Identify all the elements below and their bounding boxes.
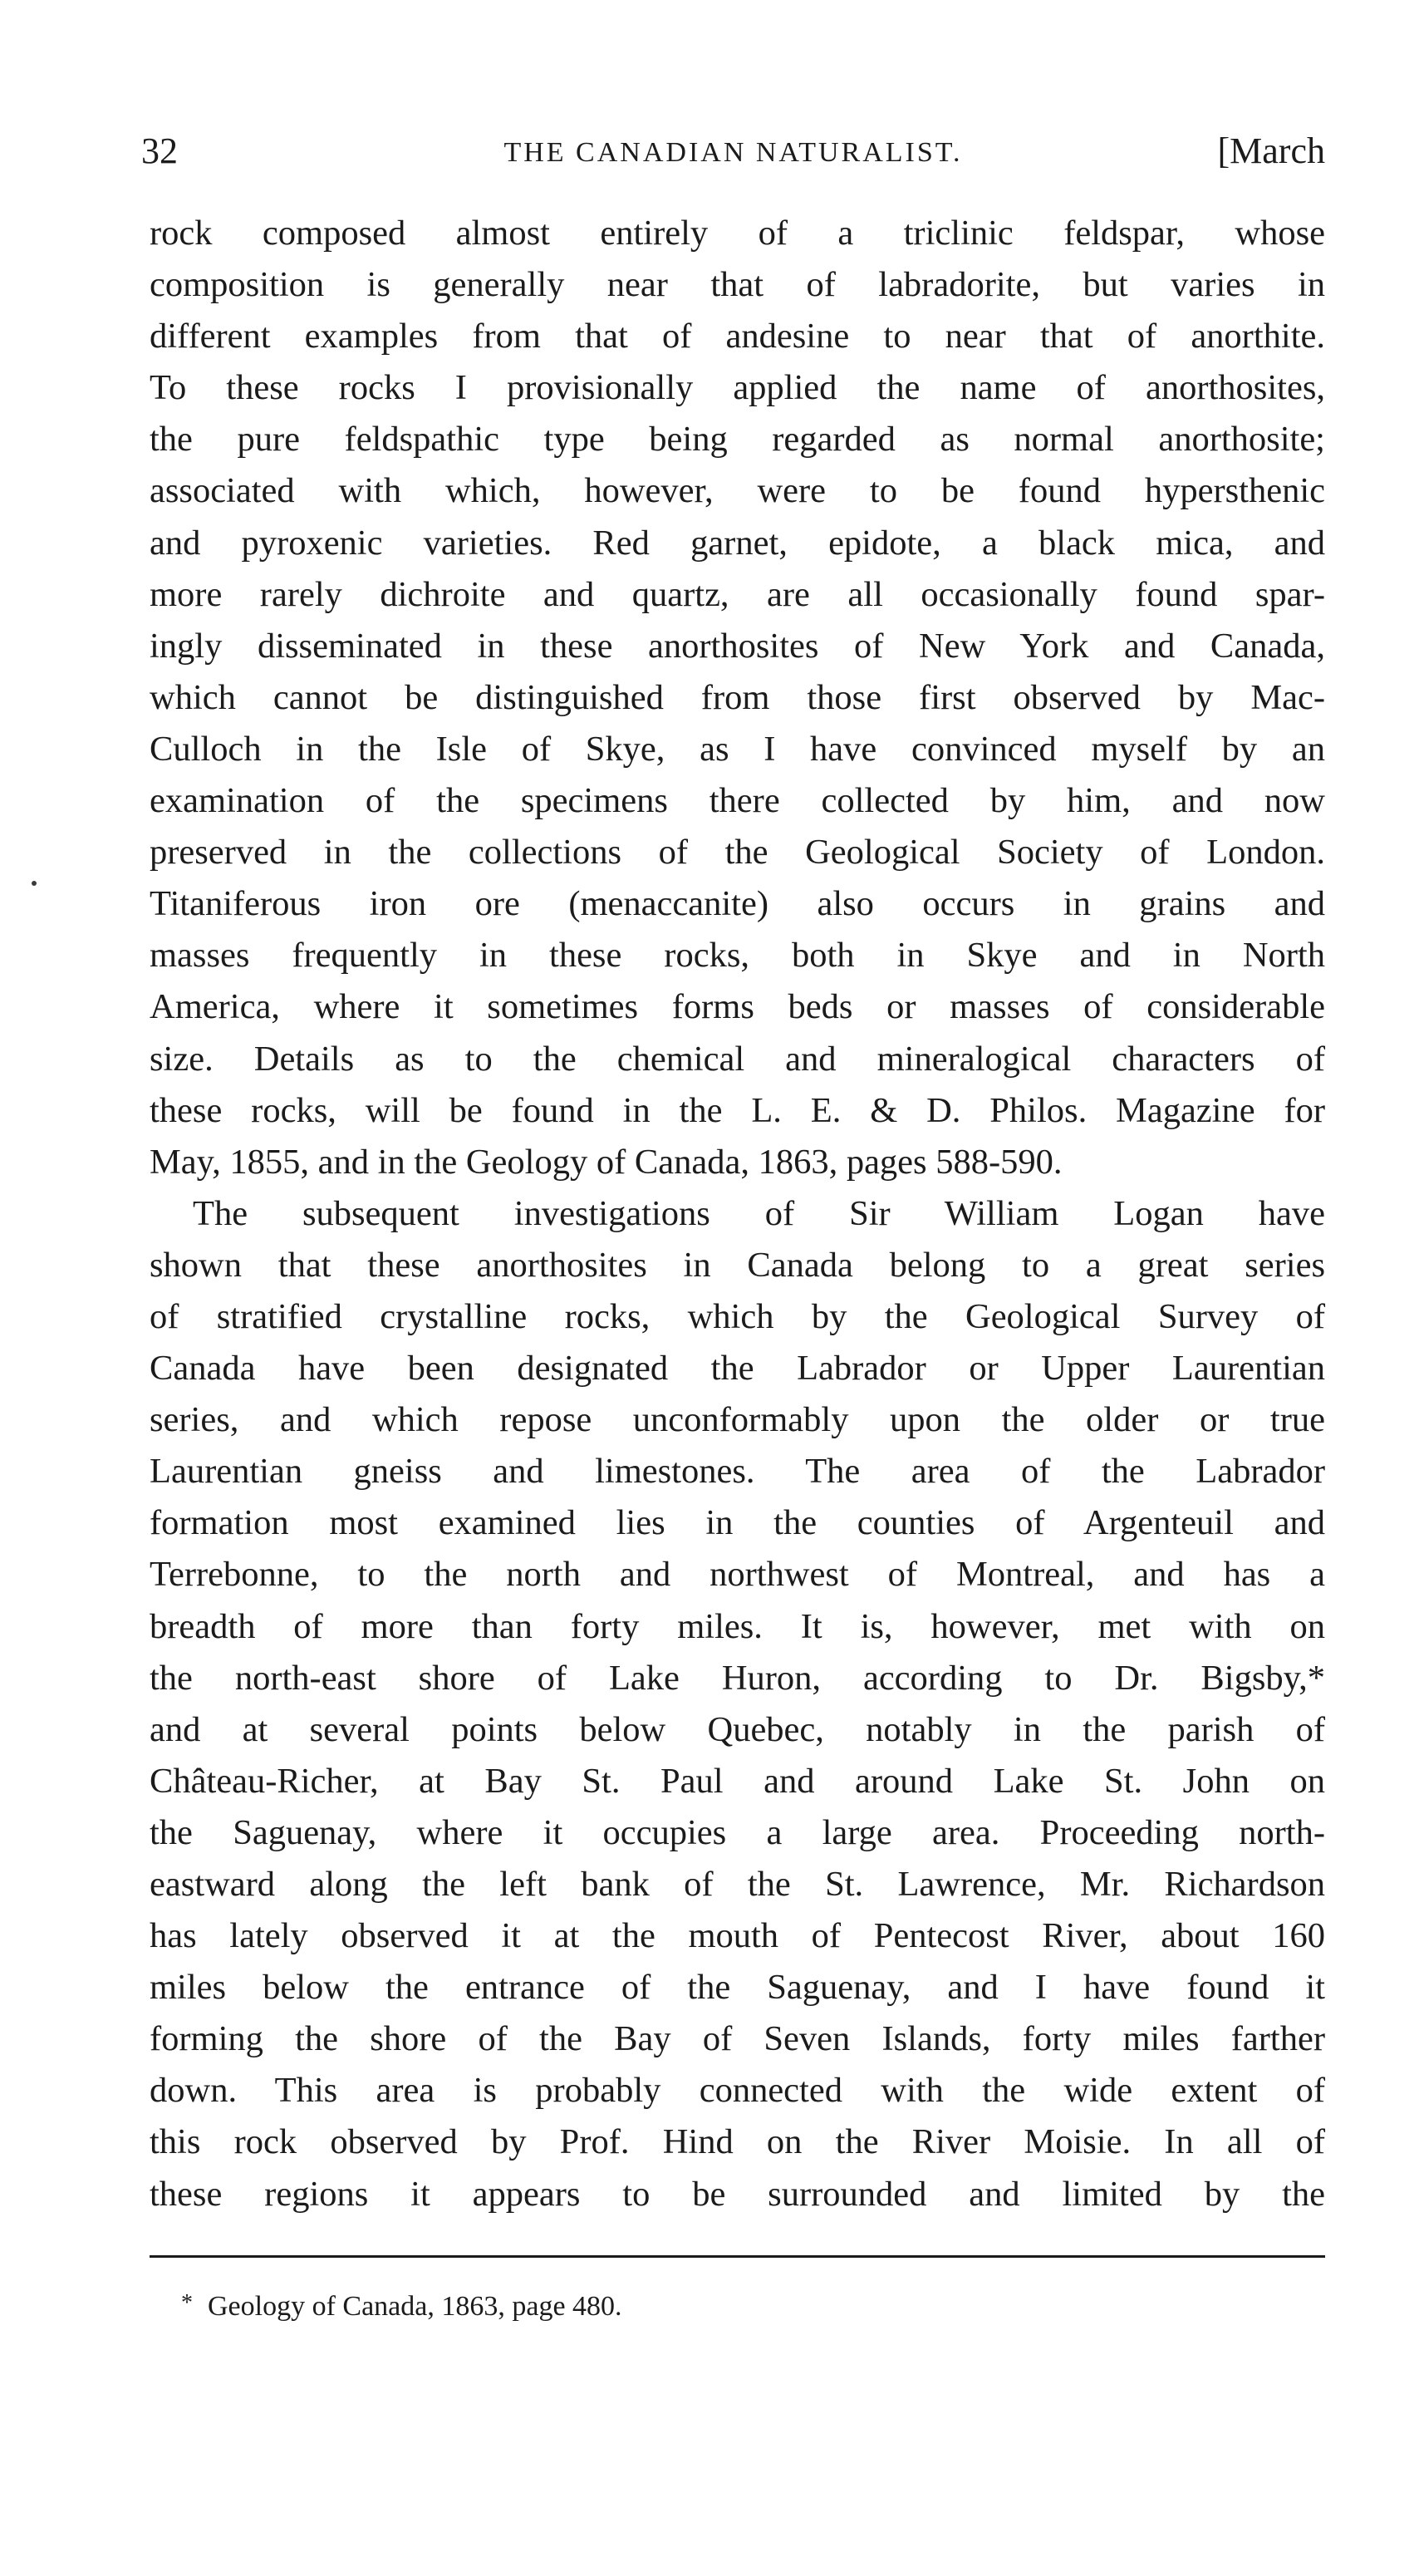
running-head	[141, 126, 1325, 184]
text-line: formation most examined lies in the counties of Argenteuil and	[150, 1503, 1325, 1543]
text-line: the pure feldspathic type being regarded as normal anorthosite;	[150, 420, 1325, 460]
text-line: Titaniferous iron ore (menaccanite) also occurs in grains and	[150, 884, 1325, 924]
text-line: which cannot be distinguished from those first observed by Mac-	[150, 677, 1325, 717]
text-line: series, and which repose unconformably upon the older or true	[150, 1400, 1325, 1440]
text-line: shown that these anorthosites in Canada belong to a great series	[150, 1245, 1325, 1285]
text-line: Laurentian gneiss and limestones. The area of the Labrador	[150, 1452, 1325, 1492]
text-line: different examples from that of andesine to near that of anorthite.	[150, 317, 1325, 356]
text-line: breadth of more than forty miles. It is, however, met with on	[150, 1606, 1325, 1646]
issue-month: [March	[1217, 130, 1325, 171]
text-line: May, 1855, and in the Geology of Canada, 1863, pages 588-590.	[150, 1142, 1063, 1182]
text-line: miles below the entrance of the Saguenay, and I have found it	[150, 1968, 1325, 2008]
text-line: size. Details as to the chemical and mineralogical characters of	[150, 1039, 1325, 1079]
text-line: these rocks, will be found in the L. E. & D. Philos. Magazine for	[150, 1090, 1325, 1130]
text-line: composition is generally near that of labradorite, but varies in	[150, 265, 1325, 305]
text-line: Terrebonne, to the north and northwest of Montreal, and has a	[150, 1555, 1325, 1595]
text-line: masses frequently in these rocks, both in Skye and in North	[150, 936, 1325, 976]
text-line: America, where it sometimes forms beds or masses of considerable	[150, 987, 1325, 1027]
text-line: of stratified crystalline rocks, which by the Geological Survey of	[150, 1296, 1325, 1336]
text-line: has lately observed it at the mouth of Pentecost River, about 160	[150, 1916, 1325, 1956]
text-line: forming the shore of the Bay of Seven Islands, forty miles farther	[150, 2019, 1325, 2059]
text-line: ingly disseminated in these anorthosites of New York and Canada,	[150, 626, 1325, 666]
text-line: and at several points below Quebec, notably in the parish of	[150, 1709, 1325, 1749]
text-line: these regions it appears to be surrounded and limited by the	[150, 2174, 1325, 2214]
text-line: this rock observed by Prof. Hind on the River Moisie. In all of	[150, 2122, 1325, 2162]
text-line: the north-east shore of Lake Huron, according to Dr. Bigsby,*	[150, 1658, 1325, 1698]
footnote-rule	[150, 2255, 1325, 2258]
text-line: rock composed almost entirely of a triclinic feldspar, whose	[150, 214, 1325, 253]
text-line: Château-Richer, at Bay St. Paul and around Lake St. John on	[150, 1761, 1325, 1801]
text-line: down. This area is probably connected with the wide extent of	[150, 2071, 1325, 2111]
margin-speck	[32, 881, 37, 886]
text-line: more rarely dichroite and quartz, are all occasionally found spar-	[150, 574, 1325, 614]
text-line: preserved in the collections of the Geological Society of London.	[150, 833, 1325, 873]
footnote-text: Geology of Canada, 1863, page 480.	[208, 2291, 622, 2322]
text-line: the Saguenay, where it occupies a large area. Proceeding north-	[150, 1812, 1325, 1852]
page-number: 32	[141, 130, 178, 171]
footnote-mark: *	[181, 2290, 193, 2316]
text-line: The subsequent investigations of Sir William Logan have	[193, 1193, 1325, 1233]
text-line: associated with which, however, were to be found hypersthenic	[150, 471, 1325, 511]
text-line: examination of the specimens there collected by him, and now	[150, 781, 1325, 821]
text-line: and pyroxenic varieties. Red garnet, epidote, a black mica, and	[150, 523, 1325, 563]
footnote	[181, 2282, 622, 2328]
journal-title: THE CANADIAN NATURALIST.	[503, 137, 963, 168]
text-line: Canada have been designated the Labrador or Upper Laurentian	[150, 1349, 1325, 1389]
body-text	[150, 208, 1325, 2220]
text-line: Culloch in the Isle of Skye, as I have convinced myself by an	[150, 729, 1325, 769]
text-line: To these rocks I provisionally applied the name of anorthosites,	[150, 368, 1325, 408]
text-line: eastward along the left bank of the St. Lawrence, Mr. Richardson	[150, 1865, 1325, 1904]
